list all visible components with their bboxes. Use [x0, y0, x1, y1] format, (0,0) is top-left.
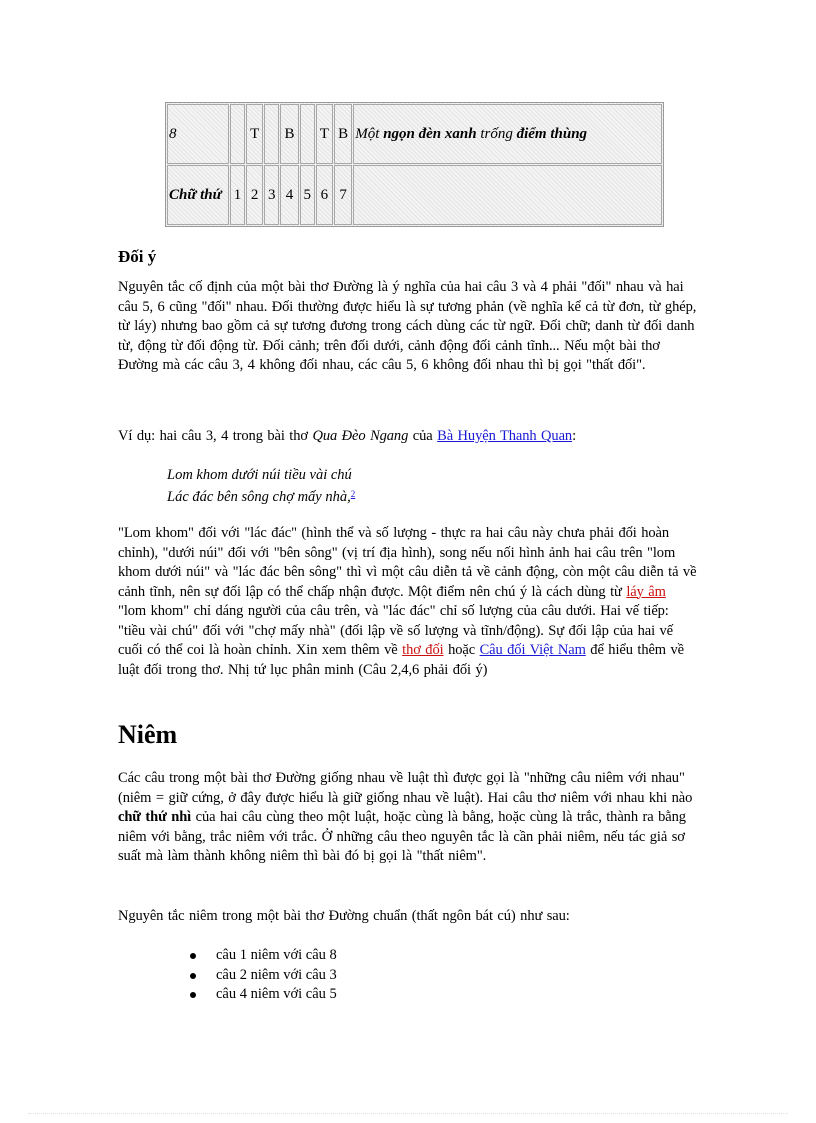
- table-cell: 5: [300, 165, 315, 225]
- paragraph-niem-rule: Nguyên tắc niêm trong một bài thơ Đường chuẩn (thất ngôn bát cú) như sau:: [118, 908, 570, 924]
- bullet-icon: [190, 992, 196, 998]
- bullet-icon: [190, 973, 196, 979]
- table-cell: [230, 104, 245, 164]
- cau-doi-link[interactable]: Câu đối Việt Nam: [479, 642, 586, 658]
- tone-table: [165, 102, 664, 227]
- paragraph-doi-y-intro: Nguyên tắc cố định của một bài thơ Đường là ý nghĩa của hai câu 3 và 4 phải "đối" nhau và hai câu 5, 6 cũng "đối" nhau. Đối thường được hiểu là sự tương phản (về nghĩa kể cả từ đơn, từ ghép, từ láy) nhưng bao gồm cả sự tương đương trong cách dùng các từ ngữ. Đối chữ; danh từ đối danh từ, động từ đối động từ. Đối cảnh; trên đối dưới, cảnh động đối cảnh tĩnh... Nếu một bài thơ Đường mà các câu 3, 4 không đối nhau, các câu 5, 6 không đối nhau thì bị gọi "thất đối".: [118, 279, 697, 373]
- table-cell: B: [280, 104, 298, 164]
- section-heading-niem: Niêm: [118, 720, 178, 749]
- verse-cell: [353, 104, 662, 164]
- niem-rule-list: [190, 946, 337, 1005]
- tho-doi-link[interactable]: thơ đối: [402, 642, 444, 658]
- table-cell: 3: [264, 165, 279, 225]
- table-cell: Chữ thứ: [167, 165, 229, 225]
- verse-bold: ngọn đèn xanh: [383, 125, 477, 142]
- verse-text: trống: [476, 125, 517, 142]
- page-divider: [28, 1113, 788, 1114]
- table-cell: B: [334, 104, 352, 164]
- poem-line-1: Lom khom dưới núi tiều vài chú: [167, 467, 352, 483]
- poem-quote: [167, 466, 355, 507]
- paragraph-example: Ví dụ: hai câu 3, 4 trong bài thơ Qua Đèo Ngang của Bà Huyện Thanh Quan:: [118, 428, 576, 444]
- verse-text: Một: [355, 125, 384, 142]
- paragraph-analysis: "Lom khom" đối với "lác đác" (hình thể và số lượng - thực ra hai câu này chưa phải đối hoàn chỉnh), "dưới núi" đối với "bên sông" (vị trí địa hình), song nếu nối hình ảnh hai câu trên "lom khom dưới núi" và "lác đác bên sông" thì vì một câu diễn tả về cảnh động, còn một câu diễn tả về cảnh tĩnh, nên sự đối lập có thể chấp nhận được. Một điểm nên chú ý là cách dùng từ láy âm "lom khom" chỉ dáng người của câu trên, và "lác đác" chỉ số lượng của câu dưới. Hai vế tiếp: "tiều vài chú" đối với "chợ mấy nhà" (đối lập về số lượng và tĩnh/động). Sự đối lập của hai vế cuối có thể coi là hoàn chỉnh. Xin xem thêm về thơ đối hoặc Câu đối Việt Nam để hiểu thêm về luật đối trong thơ. Nhị tứ lục phân minh (Câu 2,4,6 phải đối ý): [118, 525, 697, 678]
- table-cell: [300, 104, 315, 164]
- table-cell: T: [246, 104, 263, 164]
- table-cell: T: [316, 104, 333, 164]
- table-row: [167, 165, 662, 225]
- table-cell: 7: [334, 165, 352, 225]
- poem-title: Qua Đèo Ngang: [312, 428, 409, 444]
- list-item: câu 2 niêm với câu 3: [190, 966, 337, 986]
- paragraph-niem-intro: Các câu trong một bài thơ Đường giống nhau về luật thì được gọi là "những câu niêm với nhau" (niêm = giữ cứng, ở đây được hiểu là giữ giống nhau về luật). Hai câu thơ niêm với nhau khi nào chữ thứ nhì của hai câu cùng theo một luật, hoặc cùng là bằng, hoặc cùng là trắc, thành ra bằng niêm với bằng, trắc niêm với trắc. Ở những câu theo nguyên tắc là cần phải niêm, nếu tác giả sơ suất mà làm thành không niêm thì bài đó bị gọi là "thất niêm".: [118, 770, 693, 864]
- table-cell: 2: [246, 165, 263, 225]
- lay-am-link[interactable]: láy âm: [626, 583, 666, 600]
- bullet-icon: [190, 953, 196, 959]
- bold-term: chữ thứ nhì: [118, 809, 192, 825]
- table-cell: [353, 165, 662, 225]
- table-cell: 8: [167, 104, 229, 164]
- table-cell: 1: [230, 165, 245, 225]
- table-cell: 6: [316, 165, 333, 225]
- table-cell: [264, 104, 279, 164]
- table-row: [167, 104, 662, 164]
- list-item: câu 1 niêm với câu 8: [190, 946, 337, 966]
- section-heading-doi-y: Đối ý: [118, 247, 157, 266]
- verse-bold: điểm thùng: [516, 125, 588, 142]
- author-link[interactable]: Bà Huyện Thanh Quan: [437, 428, 573, 444]
- table-cell: 4: [280, 165, 298, 225]
- list-item: câu 4 niêm với câu 5: [190, 985, 337, 1005]
- poem-line-2: Lác đác bên sông chợ mấy nhà,$^2$: [167, 489, 356, 505]
- footnote-link[interactable]: 2: [350, 489, 356, 499]
